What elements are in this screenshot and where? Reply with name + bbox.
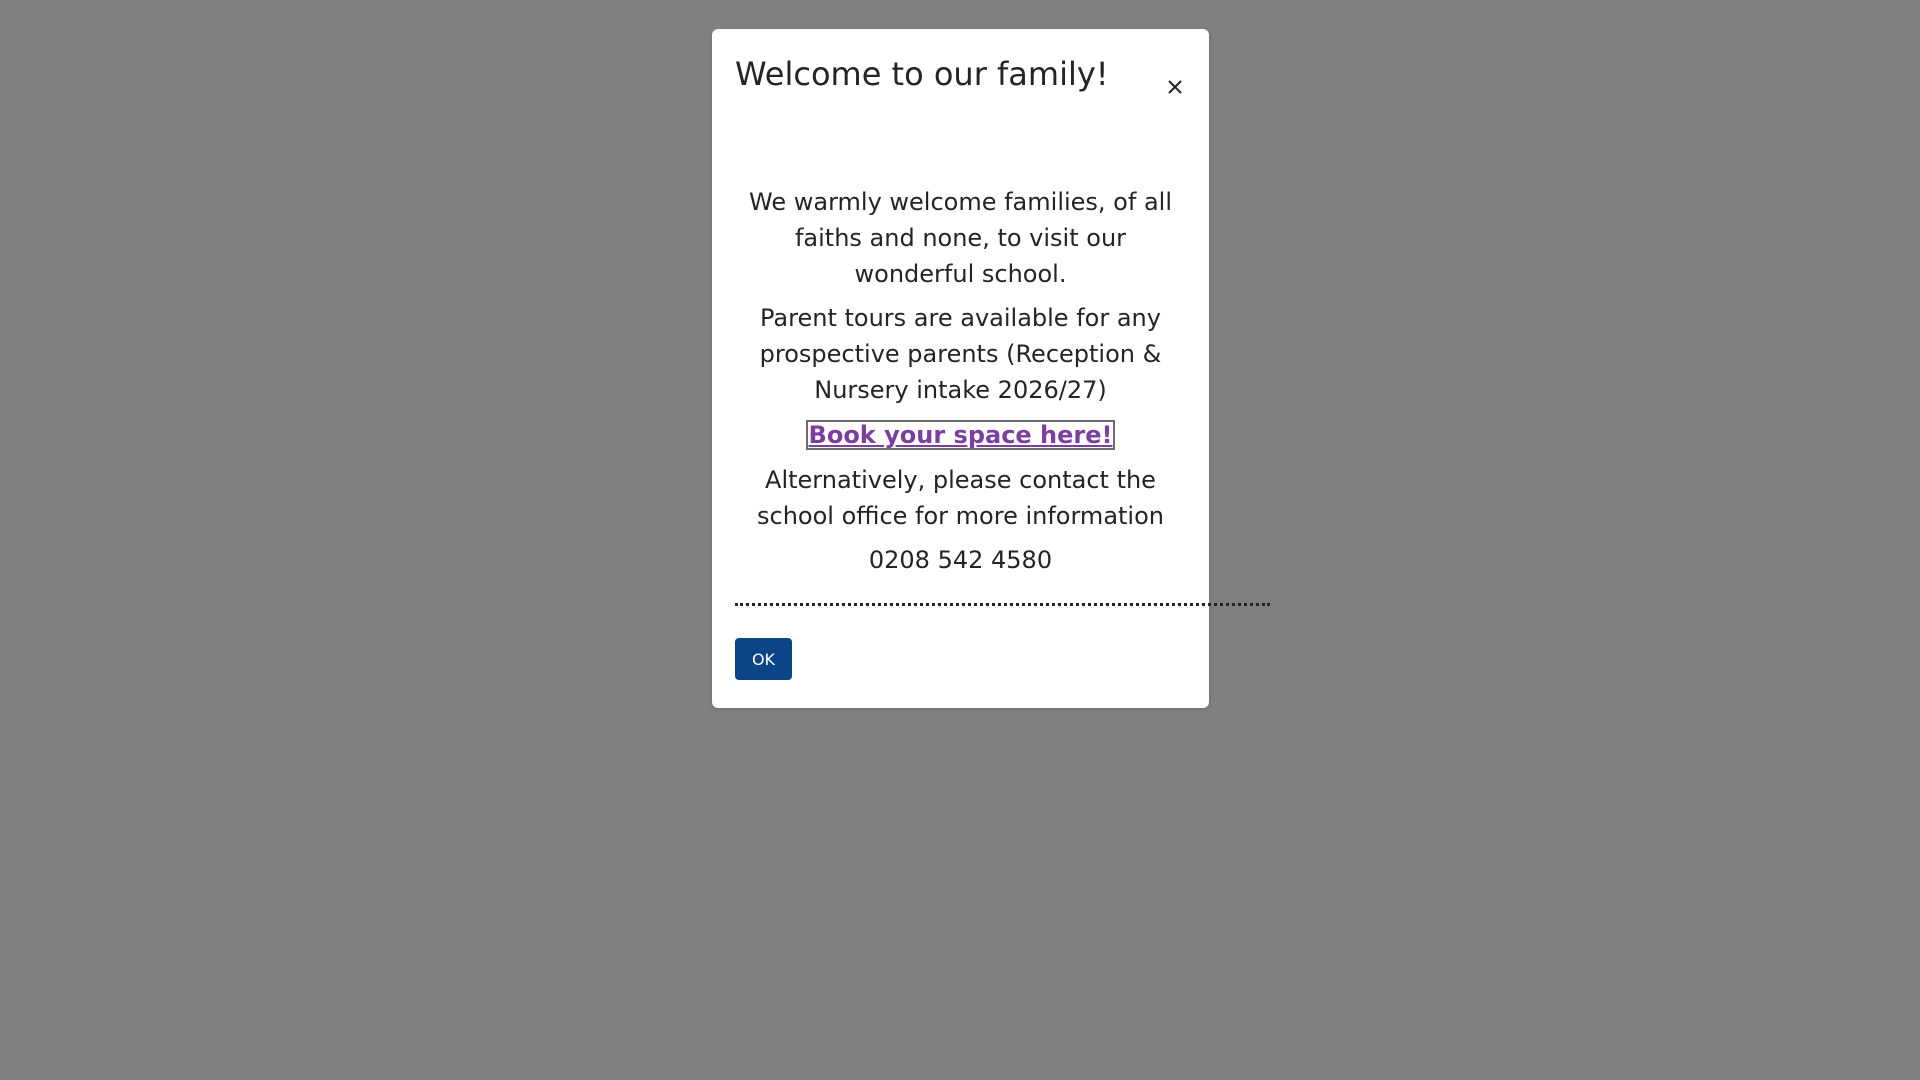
dotted-divider <box>735 603 1270 606</box>
tours-text: Parent tours are available for any prospective parents (Reception & Nursery intake 2026/27) <box>759 304 1162 404</box>
ok-button[interactable]: OK <box>735 638 792 680</box>
close-button[interactable] <box>1163 75 1187 99</box>
welcome-text: We warmly welcome families, of all faiths and none, to visit our wonderful school. <box>749 188 1172 288</box>
phone-number: 0208 542 4580 <box>868 546 1053 574</box>
book-space-link[interactable]: Book your space here! <box>806 420 1116 450</box>
close-icon <box>1163 75 1187 99</box>
modal-title: Welcome to our family! <box>735 55 1109 93</box>
modal-body <box>735 184 1186 586</box>
welcome-modal <box>712 29 1209 708</box>
contact-text: Alternatively, please contact the school office for more information <box>757 466 1164 530</box>
